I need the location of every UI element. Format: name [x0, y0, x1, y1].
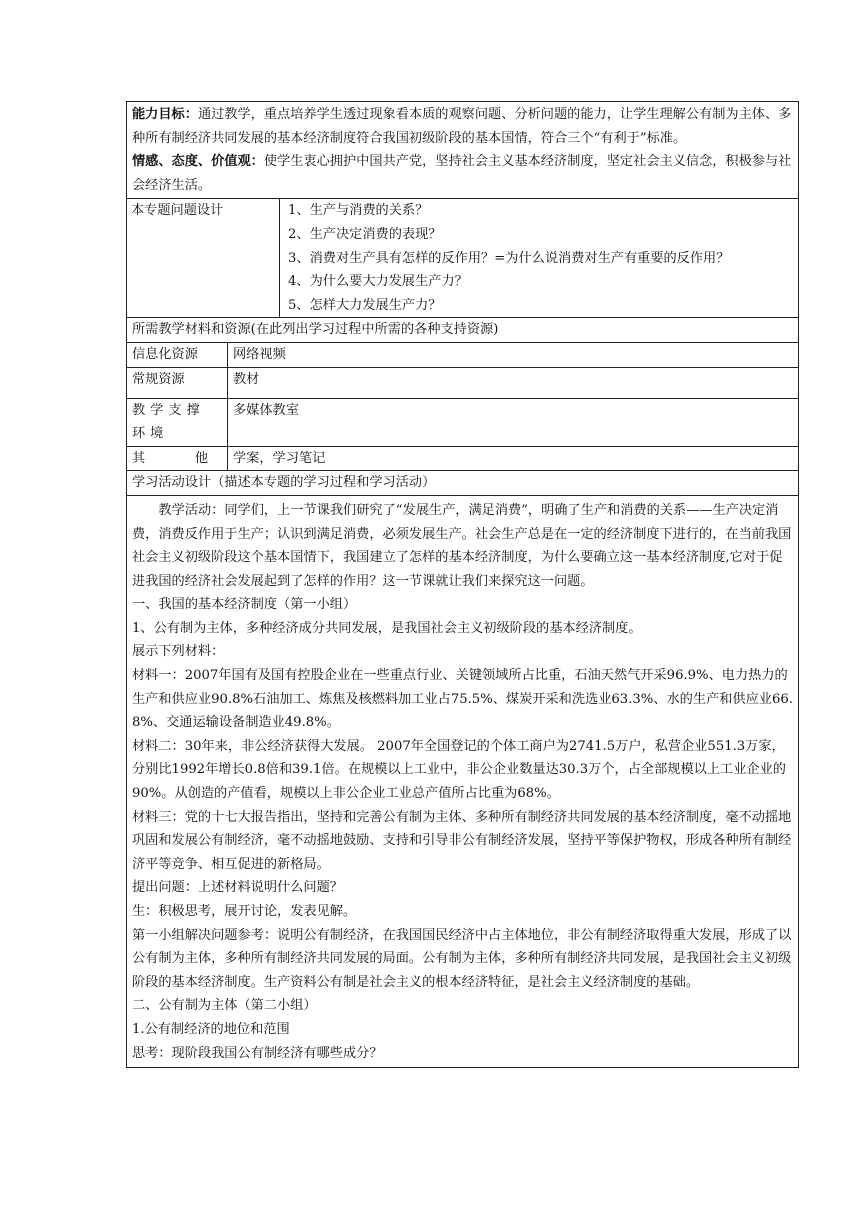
activity-line: 第一小组解决问题参考：说明公有制经济，在我国国民经济中占主体地位，非公有制经济取得重大发展，形成了以公有制为主体，多种所有制经济共同发展的局面。公有制为主体，多种所有制经济共同发展，是我国社会主义初级阶段的基本经济制度。生产资料公有制是社会主义的根本经济特征，是社会主义经济制度的基础。 — [132, 927, 792, 990]
questions-label: 本专题问题设计 — [127, 199, 280, 318]
resource-value: 多媒体教室 — [228, 398, 799, 446]
activity-line: 提出问题：上述材料说明什么问题？ — [132, 880, 343, 896]
question-item: 4、为什么要大力发展生产力？ — [288, 274, 468, 290]
emotion-text: 使学生衷心拥护中国共产党，坚持社会主义基本经济制度，坚定社会主义信念，积极参与社会经济生活。 — [132, 154, 792, 193]
ability-objective — [132, 103, 793, 150]
activity-line: 材料二：30年来，非公经济获得大发展。 2007年全国登记的个体工商户为2741.5万户，私营企业551.3万家，分别比1992年增长0.8倍和39.1倍。在规模以上工业中，非公企业数量达30.3万个，占全部规模以上工业企业的90%。从创造的产值看，规模以上非公企业工业总产值所占比重为68%。 — [132, 738, 786, 802]
questions-list — [280, 199, 799, 318]
resource-label-spread — [132, 447, 222, 471]
activity-line: 材料三：党的十七大报告指出，坚持和完善公有制为主体、多种所有制经济共同发展的基本经济制度，毫不动摇地巩固和发展公有制经济，毫不动摇地鼓励、支持和引导非公有制经济发展，坚持平等保护物权，形成各种所有制经济平等竞争、相互促进的新格局。 — [132, 809, 792, 872]
question-item: 2、生产决定消费的表现？ — [288, 226, 442, 242]
activity-line: 一、我国的基本经济制度（第一小组） — [132, 597, 357, 613]
activity-body-row — [127, 495, 799, 1067]
resource-value: 网络视频 — [228, 342, 799, 367]
activity-line: 思考：现阶段我国公有制经济有哪些成分？ — [132, 1045, 383, 1061]
resource-label: 教学支撑环境 — [127, 398, 228, 446]
activity-intro: 教学活动：同学们，上一节课我们研究了“发展生产，满足消费”，明确了生产和消费的关系——生产决定消费，消费反作用于生产；认识到满足消费，必须发展生产。社会生产总是在一定的经济制度下进行的，在当前我国社会主义初级阶段这个基本国情下，我国建立了怎样的基本经济制度，为什么要确立这一基本经济制度,它对于促进我国的经济社会发展起到了怎样的作用？这一节课就让我们来探究这一问题。 — [132, 502, 792, 589]
resource-value: 学案，学习笔记 — [228, 446, 799, 471]
activity-line: 1.公有制经济的地位和范围 — [132, 1021, 290, 1037]
resources-header: 所需教学材料和资源(在此列出学习过程中所需的各种支持资源) — [127, 318, 799, 343]
question-item: 1、生产与消费的关系？ — [288, 203, 429, 219]
activity-line: 材料一：2007年国有及国有控股企业在一些重点行业、关键领域所占比重，石油天然气开采96.9%、电力热力的生产和供应业90.8%石油加工、炼焦及核燃料加工业占75.5%、煤炭开采和洗选业63.3%、水的生产和供应业66.8%、交通运输设备制造业49.8%。 — [132, 668, 793, 731]
resource-label-part: 其 — [132, 450, 146, 466]
activity-header-row — [127, 471, 799, 496]
activity-body — [127, 495, 799, 1067]
lesson-plan-table — [126, 101, 799, 1068]
resource-row — [127, 446, 799, 471]
resource-label — [127, 446, 228, 471]
activity-line: 生：积极思考，展开讨论，发表见解。 — [132, 904, 357, 919]
resource-label-part: 他 — [194, 450, 208, 466]
resource-row — [127, 342, 799, 367]
activity-line: 二、公有制为主体（第二小组） — [132, 998, 317, 1014]
emotion-objective — [132, 150, 793, 197]
resource-label: 信息化资源 — [127, 342, 228, 367]
resource-value: 教材 — [228, 367, 799, 398]
question-item: 3、消费对生产具有怎样的反作用？=为什么说消费对生产有重要的反作用？ — [288, 250, 730, 266]
activity-line: 展示下列材料： — [132, 644, 225, 660]
resource-row — [127, 367, 799, 398]
ability-text: 通过教学，重点培养学生透过现象看本质的观察问题、分析问题的能力，让学生理解公有制为主体、多种所有制经济共同发展的基本经济制度符合我国初级阶段的基本国情，符合三个“有利于”标准。 — [132, 107, 792, 146]
ability-label: 能力目标： — [132, 107, 198, 122]
question-item: 5、怎样大力发展生产力？ — [288, 297, 442, 313]
objectives-row — [127, 102, 799, 199]
resource-label: 常规资源 — [127, 367, 228, 398]
resources-header-row — [127, 318, 799, 343]
activity-header: 学习活动设计（描述本专题的学习过程和学习活动） — [127, 471, 799, 496]
questions-row — [127, 199, 799, 318]
activity-line: 1、公有制为主体，多种经济成分共同发展，是我国社会主义初级阶段的基本经济制度。 — [132, 620, 642, 636]
resource-row — [127, 398, 799, 446]
emotion-label: 情感、态度、价值观： — [132, 154, 264, 170]
